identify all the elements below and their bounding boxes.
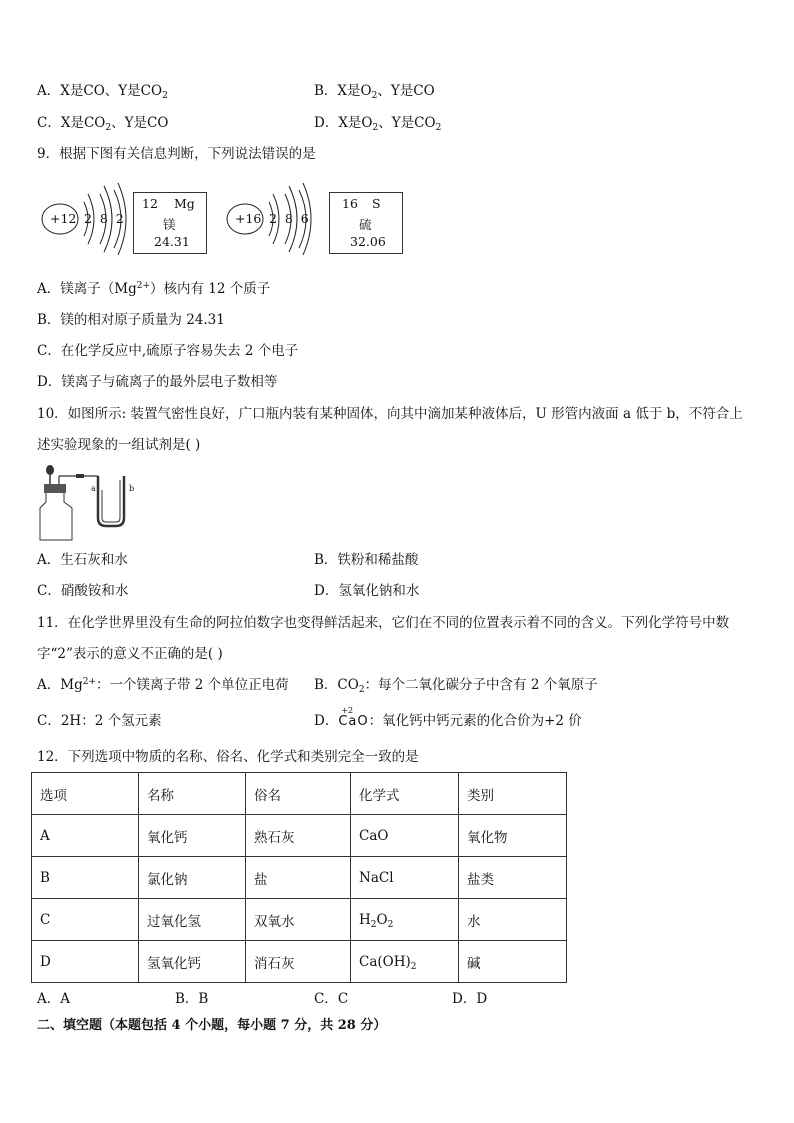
- q8-option-c: C．X是$CO_2$、Y是CO: [37, 115, 169, 133]
- q11-option-d: D． +2 CaO：氧化钙中钙元素的化合价为+2 价: [314, 712, 582, 731]
- mg-nucleus-charge: +12: [50, 211, 77, 226]
- table-cell: $Ca(OH)_2$: [351, 941, 459, 983]
- table-cell: B: [32, 857, 139, 899]
- mg-atomic-mass: 24.31: [154, 234, 190, 249]
- table-cell: 氢氧化钙: [139, 941, 246, 983]
- q9-option-b: B．镁的相对原子质量为 24.31: [37, 312, 225, 328]
- table-cell: D: [32, 941, 139, 983]
- mg-symbol: Mg: [174, 196, 195, 211]
- table-cell: 水: [459, 899, 567, 941]
- table-cell: 消石灰: [246, 941, 351, 983]
- table-row: [32, 899, 567, 941]
- cao-formula: CaO: [338, 714, 369, 729]
- q12-option-a: A．A: [37, 991, 70, 1007]
- s-name: 硫: [359, 217, 372, 232]
- table-cell: 双氧水: [246, 899, 351, 941]
- q11-option-b: B．$CO_2$：每个二氧化碳分子中含有 2 个氧原子: [314, 677, 598, 695]
- u-tube-label-b: b: [129, 484, 135, 493]
- table-cell: 碱: [459, 941, 567, 983]
- q10-stem-line2: 述实验现象的一组试剂是( ): [37, 437, 201, 453]
- table-row: [32, 941, 567, 983]
- table-header-cell: 俗名: [246, 773, 351, 815]
- q8-option-d: D．X是$O_2$、Y是$CO_2$: [314, 115, 442, 133]
- table-cell: 氧化钙: [139, 815, 246, 857]
- s-atomic-number: 16: [342, 196, 358, 211]
- table-cell: C: [32, 899, 139, 941]
- mg-atomic-number: 12: [142, 196, 158, 211]
- q12-option-c: C．C: [314, 991, 349, 1007]
- s-electron-shells: 2 8 6: [269, 211, 309, 226]
- table-cell: 盐: [246, 857, 351, 899]
- table-header-cell: 名称: [139, 773, 246, 815]
- table-row: [32, 815, 567, 857]
- table-cell: 熟石灰: [246, 815, 351, 857]
- table-header-cell: 选项: [32, 773, 139, 815]
- q9-option-c: C．在化学反应中,硫原子容易失去 2 个电子: [37, 343, 299, 359]
- table-cell: 氯化钠: [139, 857, 246, 899]
- u-tube-label-a: a: [91, 484, 96, 493]
- q9-stem: 9．根据下图有关信息判断，下列说法错误的是: [37, 146, 316, 162]
- table-header-row: [32, 773, 567, 815]
- s-atomic-mass: 32.06: [350, 234, 386, 249]
- q12-table: [31, 772, 567, 983]
- table-cell: NaCl: [351, 857, 459, 899]
- table-cell: A: [32, 815, 139, 857]
- u-tube-apparatus-diagram: [36, 462, 146, 542]
- q10-option-c: C．硝酸铵和水: [37, 583, 129, 599]
- table-cell: 过氧化氢: [139, 899, 246, 941]
- q12-stem: 12．下列选项中物质的名称、俗名、化学式和类别完全一致的是: [37, 749, 419, 765]
- q11-stem-line2: 字“2”表示的意义不正确的是( ): [37, 646, 223, 662]
- mg-atom-structure-diagram: [38, 180, 134, 258]
- q8-option-a: A．X是CO、Y是$CO_2$: [37, 83, 168, 101]
- mg-electron-shells: 2 8 2: [84, 211, 124, 226]
- table-header-cell: 化学式: [351, 773, 459, 815]
- q11-option-c: C．2H：2 个氢元素: [37, 713, 162, 729]
- q11-stem-line1: 11．在化学世界里没有生命的阿拉伯数字也变得鲜活起来，它们在不同的位置表示着不同的含义。下列化学符号中数: [37, 615, 730, 631]
- q10-option-b: B．铁粉和稀盐酸: [314, 552, 419, 568]
- s-element-card: [329, 192, 403, 254]
- q10-stem-line1: 10．如图所示: 装置气密性良好，广口瓶内装有某种固体，向其中滴加某种液体后，U 形管内液面 a 低于 b，不符合上: [37, 406, 743, 422]
- q12-option-d: D．D: [452, 991, 488, 1007]
- table-row: [32, 857, 567, 899]
- valence-charge-mark: +2: [341, 706, 354, 715]
- q10-option-d: D．氢氧化钠和水: [314, 583, 420, 599]
- q8-option-b: B．X是$O_2$、Y是CO: [314, 83, 435, 101]
- table-header-cell: 类别: [459, 773, 567, 815]
- table-cell: CaO: [351, 815, 459, 857]
- q12-option-b: B．B: [175, 991, 209, 1007]
- mg-name: 镁: [163, 217, 176, 232]
- s-atom-structure-diagram: [223, 180, 319, 258]
- table-cell: $H_2O_2$: [351, 899, 459, 941]
- q9-option-d: D．镁离子与硫离子的最外层电子数相等: [37, 374, 278, 390]
- table-cell: 氧化物: [459, 815, 567, 857]
- s-symbol: S: [372, 196, 381, 211]
- q10-option-a: A．生石灰和水: [37, 552, 128, 568]
- q9-option-a: A．镁离子$(Mg^{2+})$核内有 12 个质子: [37, 281, 271, 297]
- flask-and-u-tube-graphic: [36, 462, 146, 542]
- q11-option-a: A．$Mg^{2+}$：一个镁离子带 2 个单位正电荷: [37, 677, 289, 693]
- table-cell: 盐类: [459, 857, 567, 899]
- s-nucleus-charge: +16: [235, 211, 262, 226]
- section-two-heading: 二、填空题（本题包括 4 个小题，每小题 7 分，共 28 分）: [37, 1018, 387, 1033]
- mg-element-card: [133, 192, 207, 254]
